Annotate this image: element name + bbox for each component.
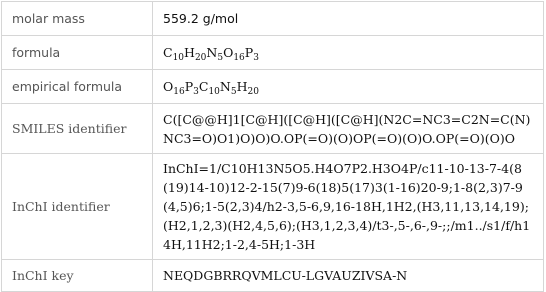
empirical-subscript: 16 [173, 87, 185, 97]
molar-mass-value: 559.2 g/mol [153, 2, 544, 36]
properties-table [1, 1, 544, 292]
formula-subscript: 16 [233, 53, 245, 63]
formula-element: P [244, 45, 254, 60]
molar-mass-label: molar mass [2, 2, 153, 36]
empirical-subscript: 10 [208, 87, 220, 97]
empirical-formula-label: empirical formula [2, 70, 153, 104]
empirical-element: N [219, 79, 231, 94]
inchi-label: InChI identifier [2, 154, 153, 260]
formula-element: O [223, 45, 234, 60]
row-empirical-formula [2, 70, 544, 104]
empirical-subscript: 3 [193, 87, 199, 97]
row-smiles [2, 104, 544, 154]
formula-element: H [184, 45, 195, 60]
row-molar-mass [2, 2, 544, 36]
row-inchi-key [2, 260, 544, 292]
formula-subscript: 5 [217, 53, 224, 63]
empirical-element: H [236, 79, 248, 94]
empirical-subscript: 20 [247, 87, 259, 97]
smiles-value: C([C@@H]1[C@H]([C@H]([C@H](N2C=NC3=C2N=C(N)NC3=O)O1)O)O)O.OP(=O)(O)OP(=O)(O)O.OP(=O)(O)O [153, 104, 544, 154]
formula-subscript: 10 [172, 53, 185, 63]
row-formula [2, 36, 544, 70]
formula-element: N [206, 45, 218, 60]
formula-label: formula [2, 36, 153, 70]
inchi-key-label: InChI key [2, 260, 153, 292]
formula-element: C [163, 45, 173, 60]
inchi-key-value: NEQDGBRRQVMLCU-LGVAUZIVSA-N [153, 260, 544, 292]
inchi-value: InChI=1/C10H13N5O5.H4O7P2.H3O4P/c11-10-13-7-4(8(19)14-10)12-2-15(7)9-6(18)5(17)3(1-16)20-9;1-8(2,3)7-9(4,5)6;1-5(2,3)4/h2-3,5-6,9,16-18H,1H2,(H3,11,13,14,19);(H2,1,2,3)(H2,4,5,6);(H3,1,2,3,4)/t3-,5-,6-,9-;;/m1../s1/f/h14H,11H2;1-2,4-5H;1-3H [153, 154, 544, 260]
formula-subscript: 3 [253, 53, 259, 63]
row-inchi [2, 154, 544, 260]
empirical-formula-value [153, 70, 544, 104]
empirical-element: P [184, 79, 194, 94]
empirical-element: O [163, 79, 174, 94]
empirical-subscript: 5 [230, 87, 237, 97]
formula-subscript: 20 [194, 53, 207, 63]
empirical-element: C [198, 79, 209, 94]
smiles-label: SMILES identifier [2, 104, 153, 154]
formula-value [153, 36, 544, 70]
